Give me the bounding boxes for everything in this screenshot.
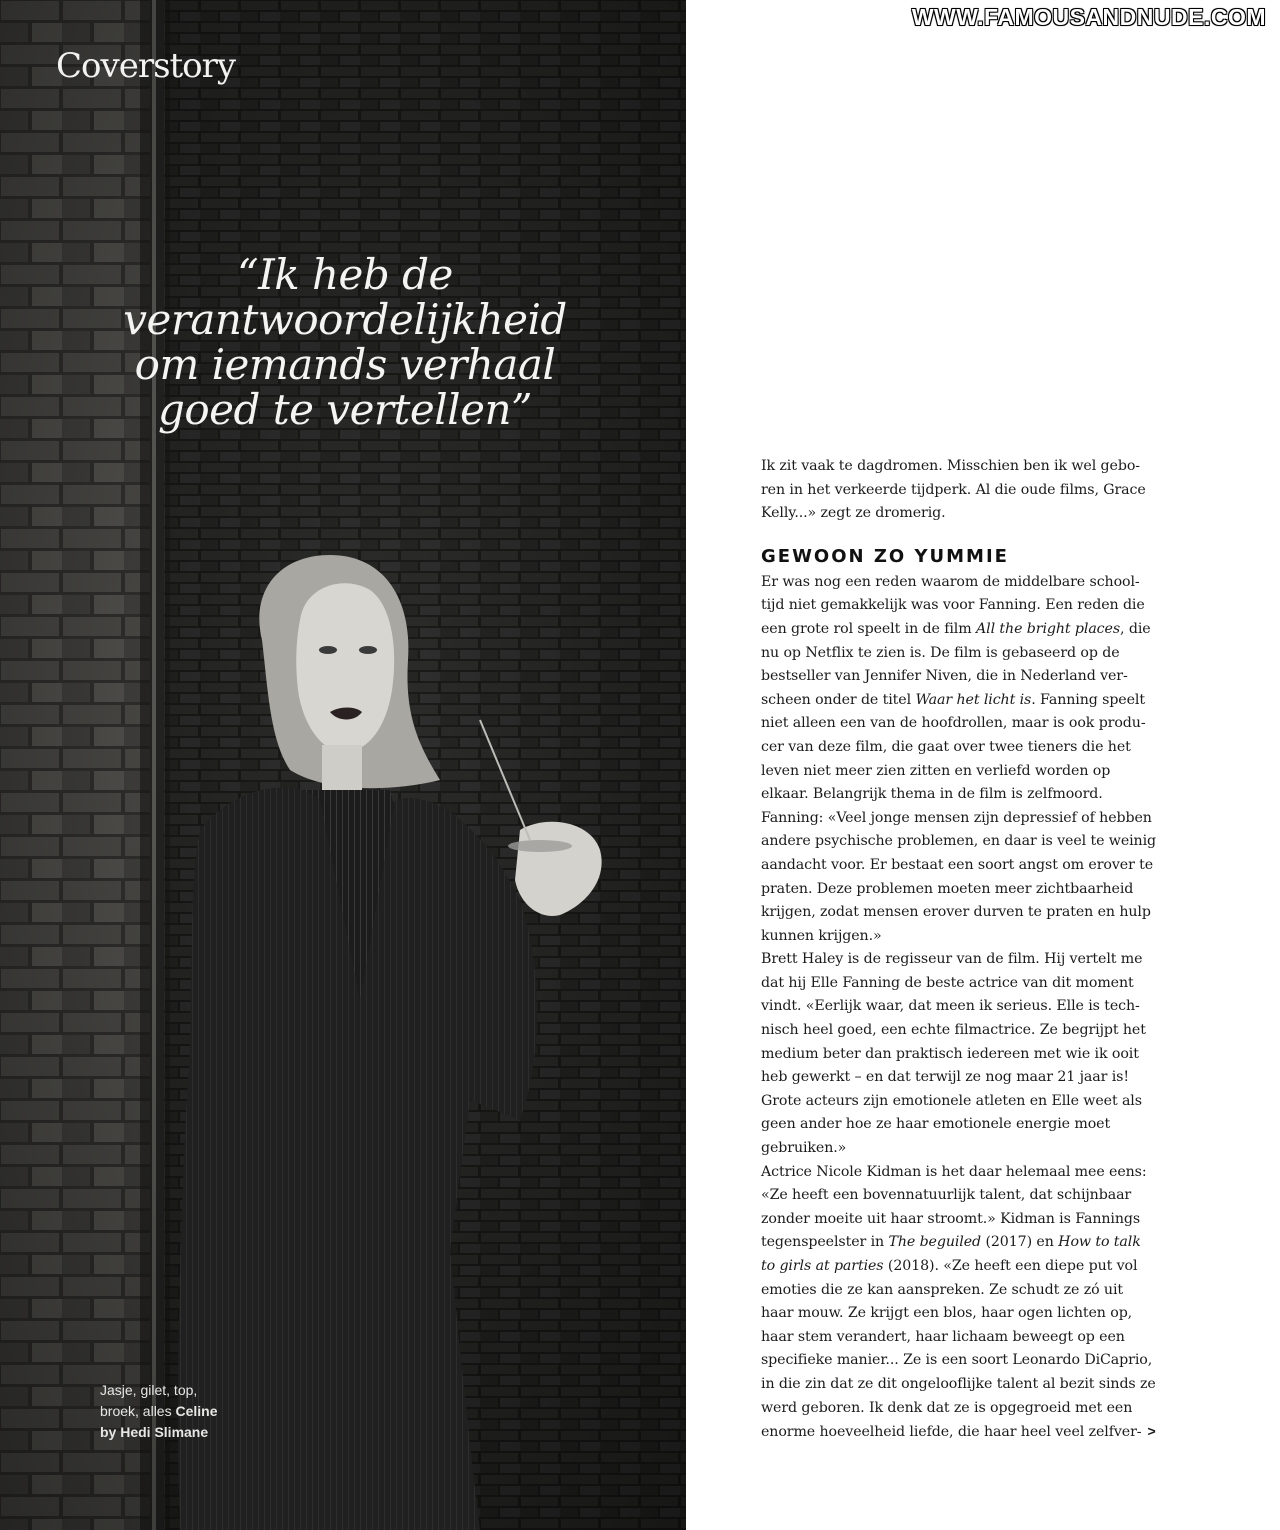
article-paragraphs bbox=[761, 571, 1191, 1445]
text-line: haar stem verandert, haar lichaam beweegt op een bbox=[761, 1328, 1125, 1345]
text-line: haar mouw. Ze krijgt een blos, haar ogen lichten op, bbox=[761, 1305, 1133, 1322]
text-line: medium beter dan praktisch iedereen met wie ik ooit bbox=[761, 1045, 1139, 1062]
text-line: Brett Haley is de regisseur van de film. Hij vertelt me bbox=[761, 951, 1143, 968]
text-line: nu op Netflix te zien is. De film is gebaseerd op de bbox=[761, 644, 1120, 661]
text-line: een grote rol speelt in de film All the bright places, die bbox=[761, 620, 1151, 637]
text-line: krijgen, zodat mensen erover durven te praten en hulp bbox=[761, 904, 1151, 921]
text-line: emoties die ze kan aanspreken. Ze schudt ze zó uit bbox=[761, 1281, 1124, 1298]
caption-designer: by Hedi Slimane bbox=[100, 1424, 209, 1440]
text-line: specifieke manier... Ze is een soort Leonardo DiCaprio, bbox=[761, 1352, 1153, 1369]
text-line: leven niet meer zien zitten en verliefd worden op bbox=[761, 762, 1111, 779]
text-line: nisch heel goed, een echte filmactrice. Ze begrijpt het bbox=[761, 1022, 1146, 1039]
text-line: «Ze heeft een bovennatuurlijk talent, dat schijnbaar bbox=[761, 1187, 1132, 1204]
text-line: geen ander hoe ze haar emotionele energie moet bbox=[761, 1116, 1111, 1133]
text-line: to girls at parties (2018). «Ze heeft een diepe put vol bbox=[761, 1258, 1138, 1274]
text-line: heb gewerkt – en dat terwijl ze nog maar 21 jaar is! bbox=[761, 1069, 1129, 1086]
continue-arrow-icon: > bbox=[1147, 1423, 1156, 1440]
text-line: tegenspeelster in The beguiled (2017) en How to talk bbox=[761, 1234, 1141, 1251]
text-line: andere psychische problemen, en daar is veel te weinig bbox=[761, 833, 1157, 850]
text-line: cer van deze film, die gaat over twee tieners die het bbox=[761, 738, 1131, 755]
text-line: scheen onder de titel Waar het licht is. Fanning speelt bbox=[761, 691, 1145, 708]
text-line: vindt. «Eerlijk waar, dat meen ik serieus. Elle is tech- bbox=[761, 998, 1140, 1015]
pull-quote-line: om iemands verhaal bbox=[134, 340, 556, 389]
pull-quote-line: “Ik heb de bbox=[237, 250, 453, 299]
text-line: bestseller van Jennifer Niven, die in Nederland ver- bbox=[761, 668, 1128, 685]
section-label: Coverstory bbox=[56, 46, 236, 86]
pull-quote bbox=[40, 252, 650, 432]
watermark: WWW.FAMOUSANDNUDE.COM bbox=[911, 4, 1266, 30]
section-heading: GEWOON ZO YUMMIE bbox=[761, 545, 1009, 567]
text-line: gebruiken.» bbox=[761, 1140, 847, 1157]
text-line: Er was nog een reden waarom de middelbare school- bbox=[761, 573, 1140, 590]
text-line: praten. Deze problemen moeten meer zichtbaarheid bbox=[761, 880, 1134, 897]
photo-caption bbox=[100, 1380, 260, 1443]
text-line: Ik zit vaak te dagdromen. Misschien ben ik wel gebo- bbox=[761, 458, 1140, 474]
text-line: kunnen krijgen.» bbox=[761, 927, 882, 944]
text-line: elkaar. Belangrijk thema in de film is zelfmoord. bbox=[761, 786, 1103, 803]
caption-line: broek, alles bbox=[100, 1403, 176, 1419]
text-line: tijd niet gemakkelijk was voor Fanning. Een reden die bbox=[761, 597, 1145, 614]
pull-quote-line: verantwoordelijkheid bbox=[123, 295, 567, 344]
text-line: werd geboren. Ik denk dat ze is opgegroeid met een bbox=[761, 1399, 1133, 1416]
caption-brand: Celine bbox=[175, 1403, 218, 1419]
text-line: ren in het verkeerde tijdperk. Al die oude films, Grace bbox=[761, 481, 1146, 498]
text-line: Grote acteurs zijn emotionele atleten en Elle weet als bbox=[761, 1092, 1142, 1109]
article-intro bbox=[761, 455, 1191, 526]
text-line: Fanning: «Veel jonge mensen zijn depressief of hebben bbox=[761, 809, 1152, 826]
text-line: niet alleen een van de hoofdrollen, maar is ook produ- bbox=[761, 715, 1146, 732]
text-line: enorme hoeveelheid liefde, die haar heel veel zelfver- > bbox=[761, 1423, 1156, 1441]
pull-quote-line: goed te vertellen” bbox=[158, 385, 532, 434]
caption-line: Jasje, gilet, top, bbox=[100, 1382, 198, 1398]
text-line: aandacht voor. Er bestaat een soort angst om erover te bbox=[761, 856, 1154, 873]
text-line: in die zin dat ze dit ongelooflijke talent al bezit sinds ze bbox=[761, 1375, 1156, 1392]
text-line: zonder moeite uit haar stroomt.» Kidman is Fannings bbox=[761, 1210, 1141, 1227]
text-line: Kelly...» zegt ze dromerig. bbox=[761, 505, 946, 522]
text-line: Actrice Nicole Kidman is het daar helemaal mee eens: bbox=[761, 1163, 1147, 1180]
article-body bbox=[761, 455, 1191, 1445]
text-line: dat hij Elle Fanning de beste actrice van dit moment bbox=[761, 974, 1134, 991]
